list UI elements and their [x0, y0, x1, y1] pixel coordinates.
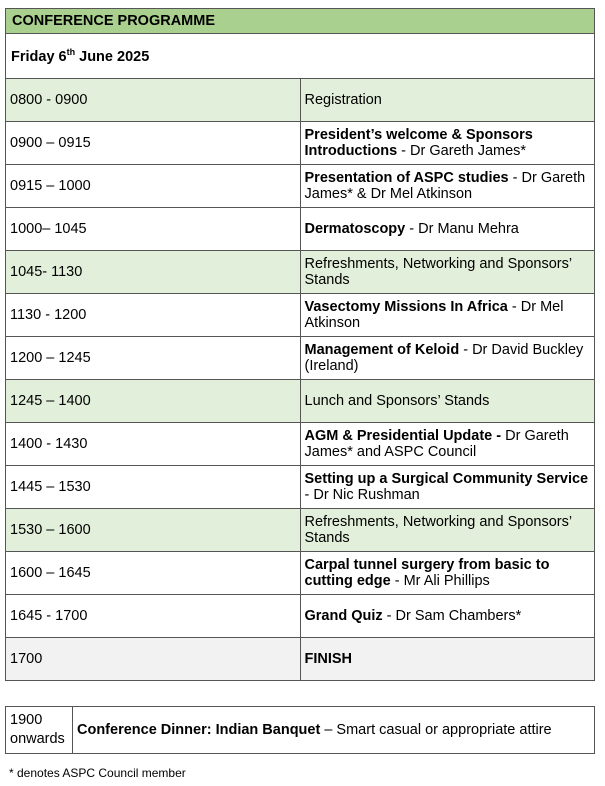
- session-description: [300, 79, 595, 122]
- session-time: 0800 - 0900: [6, 79, 301, 122]
- session-row: [6, 79, 595, 122]
- session-row: [6, 122, 595, 165]
- session-detail: - Dr Manu Mehra: [405, 221, 519, 237]
- session-detail: - Dr Gareth James* & Dr Mel Atkinson: [304, 170, 586, 202]
- session-title: FINISH: [304, 651, 353, 667]
- session-row: [6, 552, 595, 595]
- session-description: [300, 595, 595, 638]
- session-description: [300, 380, 595, 423]
- session-title: Presentation of ASPC studies: [304, 170, 509, 186]
- session-description: [300, 423, 595, 466]
- session-detail: Registration: [304, 92, 382, 108]
- session-time: 1245 – 1400: [6, 380, 301, 423]
- session-description: [300, 638, 595, 681]
- session-description: [300, 251, 595, 294]
- session-detail: - Mr Ali Phillips: [390, 573, 490, 589]
- session-title: President’s welcome & Sponsors Introductions: [304, 127, 533, 159]
- session-time: 0915 – 1000: [6, 165, 301, 208]
- session-detail: - Dr Nic Rushman: [304, 487, 420, 503]
- dinner-table: [5, 706, 595, 754]
- session-row: [6, 208, 595, 251]
- session-detail: - Dr Mel Atkinson: [304, 299, 564, 331]
- dinner-time: 1900 onwards: [6, 707, 73, 754]
- session-row: [6, 337, 595, 380]
- session-title: AGM & Presidential Update -: [304, 428, 502, 444]
- session-time: 1130 - 1200: [6, 294, 301, 337]
- programme-table: [5, 8, 595, 681]
- session-detail: - Dr David Buckley (Ireland): [304, 342, 584, 374]
- session-time: 1445 – 1530: [6, 466, 301, 509]
- date-rest: June 2025: [75, 48, 150, 65]
- session-detail: Refreshments, Networking and Sponsors’ Stands: [304, 514, 572, 546]
- session-title: Grand Quiz: [304, 608, 383, 624]
- session-row: [6, 251, 595, 294]
- session-row: [6, 165, 595, 208]
- date-suffix-ordinal: th: [66, 47, 76, 58]
- sessions-list: [6, 79, 595, 681]
- dinner-detail: – Smart casual or appropriate attire: [320, 722, 552, 738]
- session-row: [6, 595, 595, 638]
- session-description: [300, 466, 595, 509]
- session-row: [6, 638, 595, 681]
- session-title: Carpal tunnel surgery from basic to cutting edge: [304, 557, 550, 589]
- session-time: 0900 – 0915: [6, 122, 301, 165]
- session-detail: Lunch and Sponsors’ Stands: [304, 393, 490, 409]
- date-prefix: Friday 6: [11, 48, 67, 65]
- session-time: 1600 – 1645: [6, 552, 301, 595]
- session-time: 1200 – 1245: [6, 337, 301, 380]
- session-title: Vasectomy Missions In Africa: [304, 299, 508, 315]
- session-description: [300, 122, 595, 165]
- dinner-description: [73, 707, 595, 754]
- session-description: [300, 337, 595, 380]
- session-detail: Dr Gareth James* and ASPC Council: [304, 428, 569, 460]
- session-row: [6, 380, 595, 423]
- session-time: 1530 – 1600: [6, 509, 301, 552]
- session-title: Dermatoscopy: [304, 221, 406, 237]
- session-description: [300, 294, 595, 337]
- conference-date: [6, 34, 595, 79]
- session-time: 1400 - 1430: [6, 423, 301, 466]
- session-time: 1700: [6, 638, 301, 681]
- session-description: [300, 552, 595, 595]
- dinner-title: Conference Dinner: Indian Banquet: [77, 722, 321, 738]
- session-description: [300, 165, 595, 208]
- date-row: [6, 34, 595, 79]
- programme-header-row: [6, 9, 595, 34]
- dinner-row: [6, 707, 595, 754]
- session-description: [300, 208, 595, 251]
- session-detail: - Dr Sam Chambers*: [382, 608, 522, 624]
- session-time: 1000– 1045: [6, 208, 301, 251]
- session-detail: - Dr Gareth James*: [397, 143, 527, 159]
- session-row: [6, 423, 595, 466]
- session-title: Setting up a Surgical Community Service: [304, 471, 589, 487]
- programme-title: CONFERENCE PROGRAMME: [6, 9, 595, 34]
- session-description: [300, 509, 595, 552]
- session-row: [6, 509, 595, 552]
- session-row: [6, 466, 595, 509]
- session-detail: Refreshments, Networking and Sponsors’ Stands: [304, 256, 572, 288]
- footnote: * denotes ASPC Council member: [9, 766, 186, 780]
- session-title: Management of Keloid: [304, 342, 460, 358]
- session-time: 1045- 1130: [6, 251, 301, 294]
- session-row: [6, 294, 595, 337]
- session-time: 1645 - 1700: [6, 595, 301, 638]
